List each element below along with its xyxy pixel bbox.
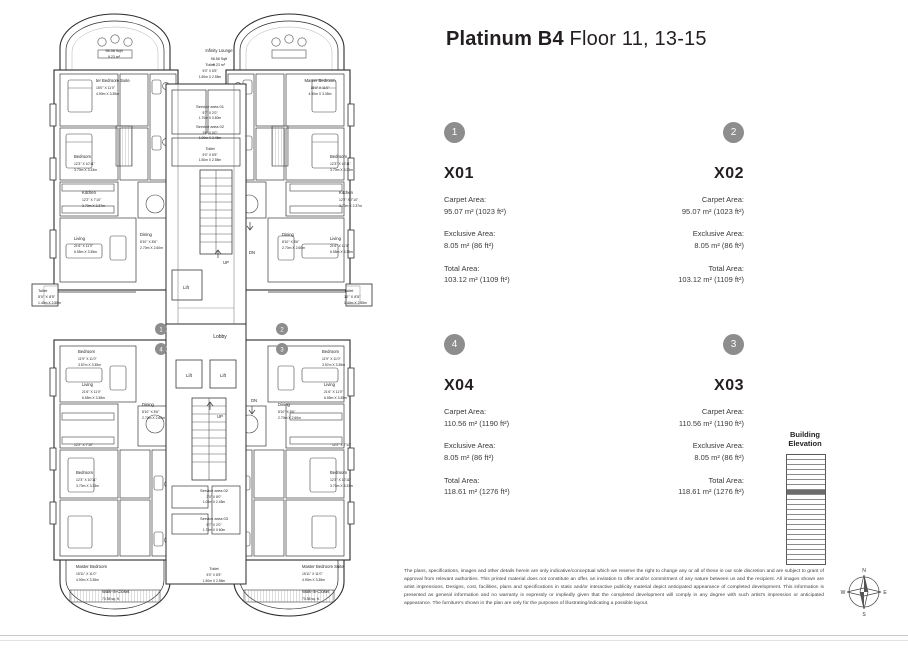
building-elevation (776, 430, 834, 565)
unit-carpet-area-x01 (444, 194, 584, 217)
svg-text:2.70m X 2.60m: 2.70m X 2.60m (142, 416, 165, 420)
compass-rose (836, 562, 892, 618)
svg-text:11'9" X 11'0": 11'9" X 11'0" (322, 357, 341, 361)
svg-text:8'10" X 8'6": 8'10" X 8'6" (278, 410, 296, 414)
unit-total-area-x03 (604, 475, 744, 498)
svg-text:3'0" X 8'0": 3'0" X 8'0" (206, 495, 222, 499)
svg-text:Walk-In-Closet: Walk-In-Closet (102, 589, 130, 594)
svg-text:DN: DN (248, 250, 256, 255)
svg-text:2.70m X 2.60m: 2.70m X 2.60m (282, 246, 305, 250)
svg-text:Dining: Dining (142, 402, 154, 407)
total-area-label: Total Area: (444, 475, 480, 485)
svg-text:Service area 01: Service area 01 (195, 104, 225, 109)
exclusive-area-value: 8.05 m² (86 ft²) (694, 240, 744, 250)
exclusive-area-value: 8.05 m² (86 ft²) (444, 240, 494, 250)
svg-text:Kitchen: Kitchen (339, 190, 353, 195)
carpet-area-label: Carpet Area: (701, 195, 744, 204)
exclusive-area-value: 8.05 m² (86 ft²) (694, 452, 744, 462)
carpet-area-label: Carpet Area: (444, 407, 487, 416)
svg-text:3'0" X 8'0": 3'0" X 8'0" (202, 131, 218, 135)
svg-text:5'0" X 8'5": 5'0" X 8'5" (202, 153, 218, 157)
carpet-area-value: 95.07 m² (1023 ft²) (444, 206, 507, 216)
svg-text:1: 1 (159, 327, 163, 334)
svg-text:12'2" X 7'10": 12'2" X 7'10" (82, 198, 102, 202)
page-title-strong: Platinum B4 (446, 28, 564, 50)
svg-text:3.70m X 2.37m: 3.70m X 2.37m (339, 204, 362, 208)
svg-text:Service area 03: Service area 03 (199, 516, 229, 521)
carpet-area-value: 95.07 m² (1023 ft²) (681, 206, 744, 216)
svg-text:12'3" X 10'11": 12'3" X 10'11" (74, 162, 95, 166)
svg-text:15'11" X 11'0": 15'11" X 11'0" (76, 572, 97, 576)
building-elevation-stack (786, 454, 826, 565)
svg-text:1.70m X 0.60m: 1.70m X 0.60m (198, 116, 222, 120)
info-panel (404, 0, 908, 650)
unit-card-x03[interactable] (604, 334, 744, 498)
svg-text:Service area 02: Service area 02 (199, 488, 229, 493)
unit-code-x01: X01 (444, 165, 474, 182)
svg-text:Toilet: Toilet (344, 288, 354, 293)
svg-text:Toilet: Toilet (205, 146, 215, 151)
total-area-label: Total Area: (708, 475, 744, 485)
svg-text:3.70m X 3.33m: 3.70m X 3.33m (330, 168, 353, 172)
svg-text:Dining: Dining (282, 232, 294, 237)
elevation-floor-row (787, 560, 825, 564)
svg-text:12'2" X 7'10": 12'2" X 7'10" (74, 443, 94, 447)
svg-text:15'0" X 11'0": 15'0" X 11'0" (96, 86, 115, 90)
svg-text:1.40m X 2.55m: 1.40m X 2.55m (344, 301, 367, 305)
svg-text:Toilet: Toilet (209, 566, 219, 571)
svg-text:Master Bedroom Suite: Master Bedroom Suite (302, 564, 344, 569)
svg-text:Toilet: Toilet (205, 62, 215, 67)
page-title (446, 28, 707, 51)
unit-code-x02: X02 (714, 165, 744, 182)
svg-text:4.90m X 3.35m: 4.90m X 3.35m (96, 92, 119, 96)
svg-text:5'0" X 8'5": 5'0" X 8'5" (38, 295, 56, 299)
exclusive-area-label: Exclusive Area: (444, 229, 496, 239)
svg-text:DN: DN (250, 398, 258, 403)
unit-card-x04[interactable] (444, 334, 584, 498)
svg-text:Lift: Lift (220, 373, 226, 378)
disclaimer-text: The plans, specifications, images and other details herein are only indicative/conceptual which we reserve the right to change any or all of these in our sole discretion and are subject to grant of approval from relevant authorities. This printed material does not constitute an offer, an invitation to offer and/or commitment of any nature between us and the recipient. All images shown are artist impressions. Designs, cost, facilities, plans and specifications in static and/or interactive publicity material depict anticipated appearance of completed development. This information is presented as general information and no warranty is expressly or impliedly given that the completed development will comply in any degree with such artist's impression or anticipated appearance. The furniture's shown in the plan are only for the purposes of illustrating/indicating a possible layout. (404, 569, 824, 606)
svg-text:70.58 sq. ft.: 70.58 sq. ft. (302, 597, 320, 601)
svg-text:3.57m X 3.35m: 3.57m X 3.35m (322, 363, 345, 367)
svg-text:5'7" X 2'0": 5'7" X 2'0" (206, 523, 222, 527)
svg-text:21'6" X 11'0": 21'6" X 11'0" (74, 244, 93, 248)
svg-text:10" X 8'5": 10" X 8'5" (344, 295, 361, 299)
svg-text:9.23 m²: 9.23 m² (107, 55, 121, 59)
svg-text:Bedroom: Bedroom (74, 154, 91, 159)
unit-total-area-x04 (444, 475, 584, 498)
svg-text:3: 3 (280, 347, 284, 354)
svg-text:8'10" X 8'6": 8'10" X 8'6" (140, 240, 158, 244)
svg-text:2.70m X 2.60m: 2.70m X 2.60m (140, 246, 163, 250)
unit-exclusive-area-x01 (444, 228, 584, 251)
floor-plan-drawing (14, 8, 390, 622)
svg-text:21'6" X 11'0": 21'6" X 11'0" (330, 244, 349, 248)
svg-text:3.70m X 2.37m: 3.70m X 2.37m (82, 204, 105, 208)
svg-text:15'11" X 11'0": 15'11" X 11'0" (302, 572, 323, 576)
svg-text:Dining: Dining (278, 402, 290, 407)
svg-text:5'7" X 2'0": 5'7" X 2'0" (202, 111, 218, 115)
svg-text:1.00m X 2.45m: 1.00m X 2.45m (202, 500, 226, 504)
unit-total-area-x02 (604, 263, 744, 286)
svg-text:3.70m X 3.33m: 3.70m X 3.33m (76, 484, 99, 488)
total-area-value: 118.61 m² (1276 ft²) (678, 487, 744, 497)
unit-total-area-x01 (444, 263, 584, 286)
svg-text:ter Bedroom Suite: ter Bedroom Suite (96, 78, 130, 83)
svg-text:Bedroom: Bedroom (76, 470, 93, 475)
svg-text:9.23 m²: 9.23 m² (212, 63, 226, 67)
svg-text:5'0" X 8'5": 5'0" X 8'5" (202, 69, 218, 73)
total-area-value: 118.61 m² (1276 ft²) (444, 487, 510, 497)
unit-code-x04: X04 (444, 377, 474, 394)
svg-text:5'0" X 8'5": 5'0" X 8'5" (206, 573, 222, 577)
unit-badge-1: 1 (444, 122, 465, 143)
unit-carpet-area-x02 (604, 194, 744, 217)
svg-text:Living: Living (82, 382, 93, 387)
total-area-value: 103.12 m² (1109 ft²) (444, 275, 510, 285)
carpet-area-value: 110.56 m² (1190 ft²) (678, 418, 744, 428)
exclusive-area-value: 8.05 m² (86 ft²) (444, 452, 494, 462)
svg-text:3.70m X 3.33m: 3.70m X 3.33m (330, 484, 353, 488)
svg-text:98.58 Sqft: 98.58 Sqft (105, 49, 123, 53)
svg-text:Bedroom: Bedroom (330, 154, 347, 159)
svg-text:1.50m X 2.55m: 1.50m X 2.55m (202, 579, 226, 583)
svg-text:2: 2 (280, 327, 284, 334)
carpet-area-label: Carpet Area: (444, 195, 487, 204)
carpet-area-value: 110.56 m² (1190 ft²) (444, 418, 510, 428)
svg-text:3.70m X 3.33m: 3.70m X 3.33m (74, 168, 97, 172)
svg-text:3.57m X 3.35m: 3.57m X 3.35m (78, 363, 101, 367)
svg-text:8'10" X 8'6": 8'10" X 8'6" (282, 240, 300, 244)
svg-text:11'9" X 11'0": 11'9" X 11'0" (78, 357, 97, 361)
svg-text:Lobby: Lobby (213, 334, 227, 340)
svg-text:W: W (840, 590, 846, 596)
svg-text:6.55m X 3.35m: 6.55m X 3.35m (324, 396, 347, 400)
svg-text:4.90m X 3.35m: 4.90m X 3.35m (76, 578, 99, 582)
svg-text:6.55m X 3.35m: 6.55m X 3.35m (82, 396, 105, 400)
exclusive-area-label: Exclusive Area: (444, 441, 496, 451)
svg-text:15'0" X 11'0": 15'0" X 11'0" (310, 86, 330, 90)
svg-text:1.50m X 2.55m: 1.50m X 2.55m (198, 75, 222, 79)
svg-text:1.40m X 2.55m: 1.40m X 2.55m (38, 301, 61, 305)
svg-text:Walk-In-Closet: Walk-In-Closet (302, 589, 330, 594)
svg-text:4: 4 (159, 347, 163, 354)
carpet-area-label: Carpet Area: (701, 407, 744, 416)
svg-text:Bedroom: Bedroom (78, 349, 95, 354)
svg-text:Lift: Lift (186, 373, 192, 378)
svg-text:N: N (862, 568, 866, 574)
svg-text:UP: UP (223, 260, 229, 265)
svg-text:Master Bedroom: Master Bedroom (76, 564, 107, 569)
svg-text:21'6" X 11'0": 21'6" X 11'0" (82, 390, 101, 394)
unit-badge-2: 2 (723, 122, 744, 143)
unit-carpet-area-x04 (444, 406, 584, 429)
svg-text:70.58 sq. ft.: 70.58 sq. ft. (102, 597, 120, 601)
unit-exclusive-area-x02 (604, 228, 744, 251)
svg-text:12'3" X 10'11": 12'3" X 10'11" (76, 478, 97, 482)
svg-text:Lift: Lift (183, 285, 189, 290)
svg-text:12'2" X 7'10": 12'2" X 7'10" (339, 198, 359, 202)
total-area-label: Total Area: (708, 263, 744, 273)
svg-text:2.70m X 2.60m: 2.70m X 2.60m (278, 416, 301, 420)
svg-text:6.55m X 3.35m: 6.55m X 3.35m (74, 250, 97, 254)
svg-text:Service area 02: Service area 02 (195, 124, 225, 129)
exclusive-area-label: Exclusive Area: (692, 229, 744, 239)
svg-text:Living: Living (74, 236, 85, 241)
page-title-light: Floor 11, 13-15 (569, 28, 707, 50)
total-area-value: 103.12 m² (1109 ft²) (678, 275, 744, 285)
svg-text:21'6" X 11'0": 21'6" X 11'0" (324, 390, 343, 394)
total-area-label: Total Area: (444, 263, 480, 273)
building-elevation-title (776, 430, 834, 449)
svg-text:Toilet: Toilet (38, 288, 48, 293)
svg-text:Bedroom: Bedroom (322, 349, 339, 354)
unit-code-x03: X03 (714, 377, 744, 394)
svg-text:Kitchen: Kitchen (82, 190, 96, 195)
svg-text:Living: Living (330, 236, 341, 241)
svg-text:6.55m X 3.35m: 6.55m X 3.35m (330, 250, 353, 254)
svg-text:Bedroom: Bedroom (330, 470, 347, 475)
unit-badge-3: 3 (723, 334, 744, 355)
svg-text:98.58 Sqft: 98.58 Sqft (210, 57, 228, 61)
unit-card-x02[interactable] (604, 122, 744, 286)
svg-text:1.50m X 2.55m: 1.50m X 2.55m (198, 158, 222, 162)
building-elevation-title-line2: Elevation (788, 439, 822, 449)
unit-card-x01[interactable] (444, 122, 584, 286)
unit-badge-4: 4 (444, 334, 465, 355)
svg-text:1.00m X 2.45m: 1.00m X 2.45m (198, 136, 222, 140)
unit-exclusive-area-x04 (444, 440, 584, 463)
svg-text:4.90m X 3.35m: 4.90m X 3.35m (302, 578, 325, 582)
svg-text:12'3" X 10'11": 12'3" X 10'11" (330, 478, 351, 482)
building-elevation-title-line1: Building (790, 430, 820, 439)
svg-text:12'3" X 10'11": 12'3" X 10'11" (330, 162, 351, 166)
svg-text:Living: Living (324, 382, 335, 387)
svg-text:Master Bedroom: Master Bedroom (304, 78, 336, 83)
unit-exclusive-area-x03 (604, 440, 744, 463)
footer-divider-secondary (0, 640, 908, 641)
svg-text:Infinity Lounge: Infinity Lounge (205, 48, 233, 53)
svg-text:1.70m X 0.60m: 1.70m X 0.60m (202, 528, 226, 532)
exclusive-area-label: Exclusive Area: (692, 441, 744, 451)
svg-text:12'2" X 7'10": 12'2" X 7'10" (332, 443, 352, 447)
svg-text:4.90m X 3.35m: 4.90m X 3.35m (308, 92, 332, 96)
svg-text:E: E (883, 590, 887, 596)
svg-text:Dining: Dining (140, 232, 152, 237)
svg-text:8'10" X 8'6": 8'10" X 8'6" (142, 410, 160, 414)
svg-text:S: S (862, 612, 866, 618)
footer-divider (0, 635, 908, 636)
unit-carpet-area-x03 (604, 406, 744, 429)
svg-text:UP: UP (217, 414, 223, 419)
